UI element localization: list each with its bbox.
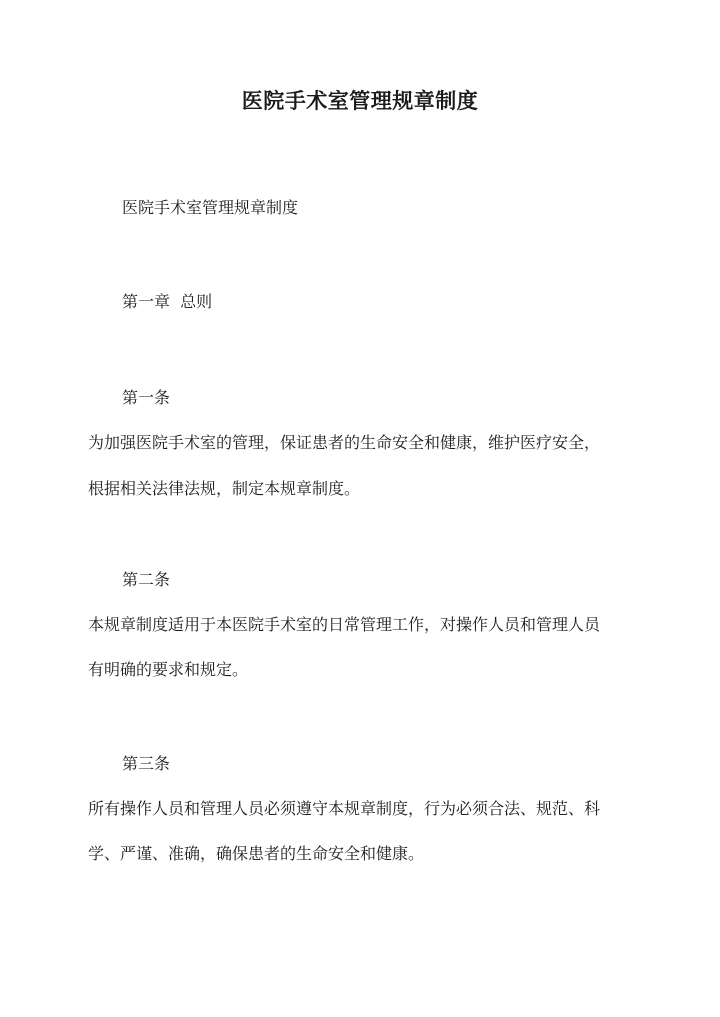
chapter-heading: 第一章 总则 [122, 292, 213, 311]
document-subtitle: 医院手术室管理规章制度 [122, 198, 299, 217]
article-3-line-2: 学、严谨、准确，确保患者的生命安全和健康。 [88, 844, 425, 863]
article-1-heading: 第一条 [122, 388, 171, 407]
article-2-line-1: 本规章制度适用于本医院手术室的日常管理工作，对操作人员和管理人员 [88, 615, 601, 634]
article-3-heading: 第三条 [122, 754, 171, 773]
article-2-line-2: 有明确的要求和规定。 [88, 660, 249, 679]
article-1-line-2: 根据相关法律法规，制定本规章制度。 [88, 479, 361, 498]
article-2-heading: 第二条 [122, 570, 171, 589]
document-title: 医院手术室管理规章制度 [241, 88, 479, 113]
article-1-line-1: 为加强医院手术室的管理，保证患者的生命安全和健康，维护医疗安全， [88, 433, 601, 452]
article-3-line-1: 所有操作人员和管理人员必须遵守本规章制度，行为必须合法、规范、科 [88, 799, 601, 818]
